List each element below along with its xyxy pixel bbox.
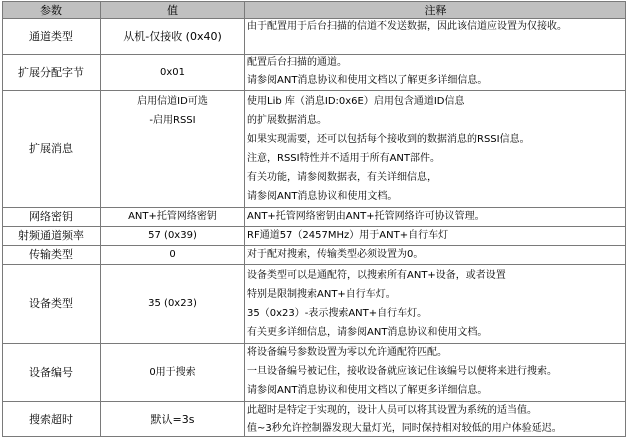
table-border-left: [2, 1, 3, 437]
row-ext-msg-value: -启用RSSI: [149, 115, 196, 126]
row-rf-freq-note: RF通道57（2457MHz）用于ANT+自行车灯: [247, 230, 449, 241]
row-ext-msg-note: 有关功能，请参阅数据表，有关详细信息，: [247, 172, 437, 183]
row-device-type-note: 设备类型可以是通配符，以搜索所有ANT+设备，或者设置: [247, 270, 506, 281]
row-rf-freq-value: 57 (0x39): [148, 230, 197, 241]
row-divider: [2, 245, 626, 246]
table-border-right: [625, 1, 626, 437]
table-border-bottom: [2, 436, 626, 437]
row-ext-assign-note: 配置后台扫描的通道。: [247, 57, 347, 68]
row-device-type-note: 特别是限制搜索ANT+自行车灯。: [247, 289, 396, 300]
row-device-number-note: 一旦设备编号被记住，接收设备就应该记住该编号以便将来进行搜索。: [247, 366, 557, 377]
row-search-timeout-note: 值~3秒允许控制器发现大量灯光，同时保持相对较低的用户体验延迟。: [247, 423, 562, 434]
row-divider: [2, 90, 626, 91]
row-rf-freq-param: 射频通道频率: [18, 229, 84, 242]
row-channel-type-note: [245, 36, 627, 53]
row-divider: [2, 226, 626, 227]
header-notes: 注释: [245, 1, 626, 18]
row-ext-assign-value: 0x01: [159, 66, 185, 78]
row-channel-type-param: 通道类型: [29, 29, 73, 43]
row-ext-msg-note: 请参阅ANT消息协议和使用文档。: [247, 191, 398, 202]
row-channel-type-note: 由于配置用于后台扫描的信道不发送数据，因此该信道应设置为仅接收。: [247, 21, 567, 32]
parameter-table: [2, 1, 626, 437]
row-divider: [2, 54, 626, 55]
row-device-type-value: 35 (0x23): [148, 298, 197, 309]
row-network-key-value: ANT+托管网络密钥: [128, 211, 217, 222]
row-divider: [2, 343, 626, 344]
row-device-number-value: 0用于搜索: [149, 366, 196, 378]
row-network-key-note: ANT+托管网络密钥由ANT+托管网络许可协议管理。: [247, 211, 485, 222]
row-trans-type-note: 对于配对搜索，传输类型必须设置为0。: [247, 249, 424, 260]
column-divider: [100, 1, 101, 437]
row-ext-msg-note: 的扩展数据消息。: [247, 115, 327, 126]
row-network-key-param: 网络密钥: [29, 210, 73, 223]
row-ext-msg-note: 使用Lib 库（消息ID:0x6E）启用包含通道ID信息: [247, 96, 465, 107]
row-trans-type-param: 传输类型: [29, 248, 73, 261]
row-divider: [2, 18, 626, 19]
row-device-number-param: 设备编号: [29, 365, 73, 379]
row-device-type-note: 有关更多详细信息，请参阅ANT消息协议和使用文档。: [247, 327, 488, 338]
row-divider: [2, 264, 626, 265]
row-ext-msg-note: 注意，RSSI特性并不适用于所有ANT部件。: [247, 153, 441, 164]
row-device-number-note: 请参阅ANT消息协议和使用文档以了解更多详细信息。: [247, 385, 488, 396]
row-ext-msg-param: 扩展消息: [29, 142, 73, 155]
column-divider: [244, 1, 245, 437]
row-divider: [2, 207, 626, 208]
row-search-timeout-note: 此超时是特定于实现的，设计人员可以将其设置为系统的适当值。: [247, 405, 537, 416]
row-ext-assign-note: 请参阅ANT消息协议和使用文档以了解更多详细信息。: [247, 75, 488, 86]
row-ext-msg-note: 如果实现需要，还可以包括每个接收到的数据消息的RSSI信息。: [247, 134, 530, 145]
row-search-timeout-param: 搜索超时: [29, 412, 73, 426]
row-device-number-note: 将设备编号参数设置为零以允许通配符匹配。: [247, 347, 447, 358]
header-value: 值: [100, 1, 245, 18]
header-param: 参数: [2, 1, 100, 18]
row-channel-type-value: 从机-仅接收 (0x40): [123, 29, 222, 43]
row-trans-type-value: 0: [169, 249, 176, 260]
row-device-type-param: 设备类型: [29, 297, 73, 310]
row-device-type-note: 35（0x23）-表示搜索ANT+自行车灯。: [247, 308, 428, 319]
row-ext-assign-param: 扩展分配字节: [18, 65, 84, 79]
row-ext-msg-value: 启用信道ID可选: [137, 96, 208, 107]
row-search-timeout-value: 默认=3s: [150, 412, 195, 426]
row-divider: [2, 401, 626, 402]
table-border-top: [2, 1, 626, 2]
